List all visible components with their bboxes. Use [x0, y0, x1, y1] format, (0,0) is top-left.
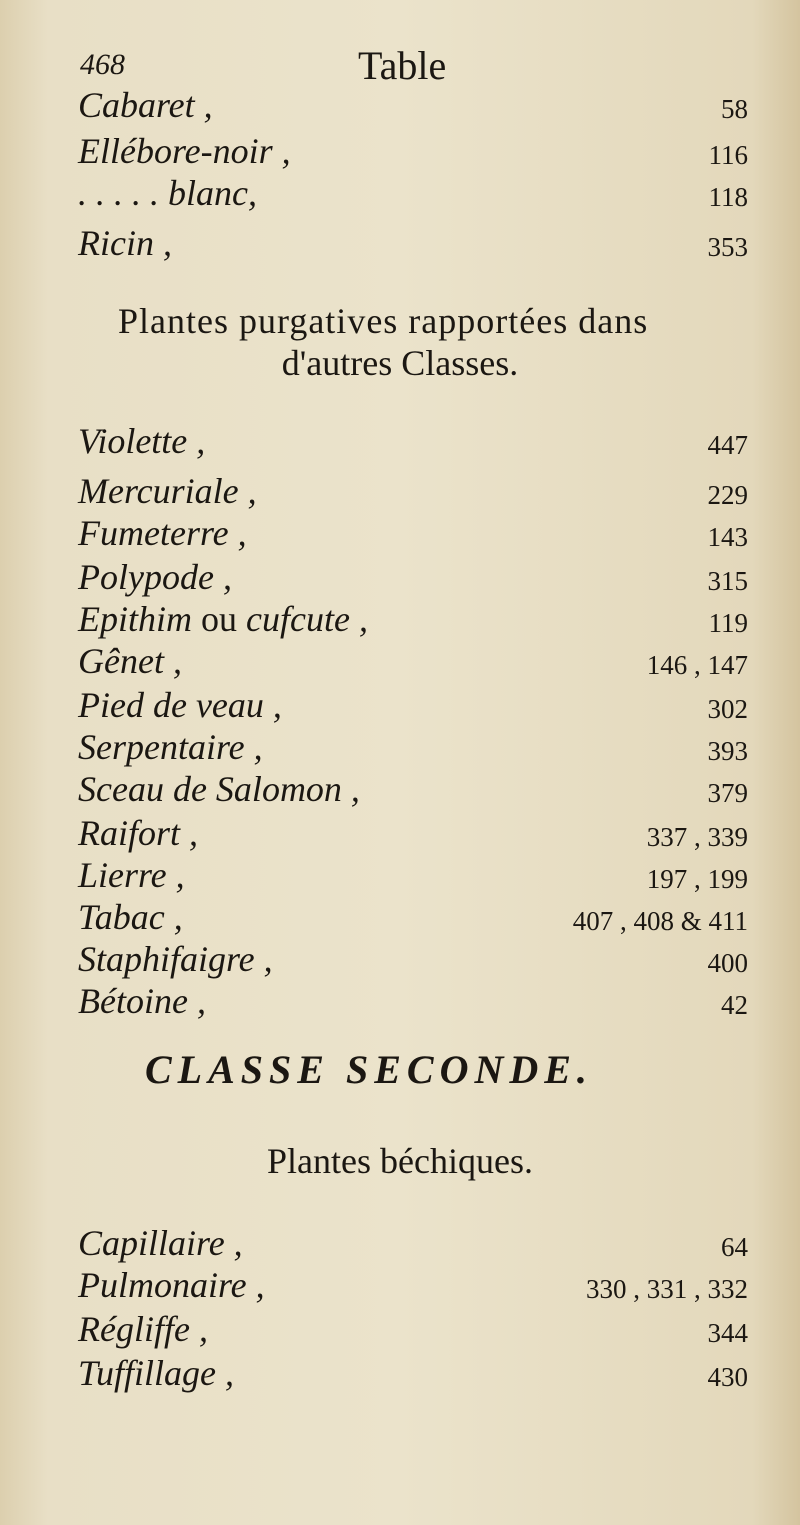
entry-pages: 143 [707, 522, 748, 552]
entry-pages: 337 , 339 [646, 822, 748, 852]
entry-pages: 116 [708, 140, 748, 170]
index-entry [78, 684, 748, 728]
index-entry [78, 938, 748, 982]
index-entry [78, 896, 748, 940]
entry-name: Ricin , [78, 223, 172, 263]
index-entry [78, 1352, 748, 1396]
entry-name: Bétoine , [78, 981, 206, 1021]
index-entry [78, 980, 748, 1024]
entry-name: Pulmonaire , [78, 1265, 265, 1305]
index-entry [78, 222, 748, 266]
entry-name: Raifort , [78, 813, 199, 853]
running-title: Table [358, 43, 447, 88]
entry-name: Serpentaire , [78, 727, 263, 767]
index-entry [78, 768, 748, 812]
entry-pages: 302 [707, 694, 748, 724]
entry-pages: 344 [707, 1318, 748, 1348]
index-entry [78, 598, 748, 642]
entry-name: Lierre , [78, 855, 185, 895]
entry-name: Fumeterre , [78, 513, 247, 553]
entry-pages: 407 , 408 & 411 [572, 906, 748, 936]
section-heading: Plantes purgatives rapportées dans [118, 301, 649, 341]
index-entry [78, 172, 748, 216]
entry-pages: 118 [708, 182, 748, 212]
index-entry [78, 84, 748, 128]
entry-name-part: cufcute , [246, 599, 368, 639]
index-entry [78, 130, 748, 174]
index-entry [78, 512, 748, 556]
section-heading-continued: d'autres Classes. [281, 343, 519, 383]
entry-name [78, 598, 368, 640]
entry-pages: 430 [707, 1362, 748, 1392]
entry-pages: 393 [707, 736, 748, 766]
entry-pages: 447 [707, 430, 748, 460]
entry-pages: 197 , 199 [646, 864, 748, 894]
index-entry [78, 726, 748, 770]
entry-name: . . . . . blanc, [78, 173, 257, 213]
entry-name: Ellébore-noir , [78, 131, 291, 171]
index-entry [78, 1222, 748, 1266]
entry-name-conjunction: ou [192, 599, 246, 639]
entry-pages: 42 [721, 990, 748, 1020]
entry-name: Polypode , [78, 557, 232, 597]
entry-pages: 315 [707, 566, 748, 596]
index-entry [78, 420, 748, 464]
entry-name: Pied de veau , [78, 685, 282, 725]
entry-pages: 146 , 147 [646, 650, 748, 680]
entry-name: Violette , [78, 421, 206, 461]
entry-name: Régliffe , [78, 1309, 208, 1349]
entry-name: Capillaire , [78, 1223, 243, 1263]
entry-pages: 64 [721, 1232, 748, 1262]
index-entry [78, 854, 748, 898]
index-entry [78, 556, 748, 600]
index-entry [78, 1308, 748, 1352]
entry-pages: 379 [707, 778, 748, 808]
index-entry [78, 812, 748, 856]
index-entry [78, 1264, 748, 1308]
entry-pages: 400 [707, 948, 748, 978]
index-entry [78, 640, 748, 684]
entry-pages: 353 [707, 232, 748, 262]
index-entry [78, 470, 748, 514]
entry-pages: 119 [708, 608, 748, 638]
entry-name: Sceau de Salomon , [78, 769, 360, 809]
section-subheading: Plantes béchiques. [267, 1141, 533, 1181]
entry-name: Mercuriale , [78, 471, 257, 511]
entry-name: Gênet , [78, 641, 182, 681]
entry-pages: 229 [707, 480, 748, 510]
page-number: 468 [80, 48, 125, 81]
entry-pages: 330 , 331 , 332 [586, 1274, 748, 1304]
entry-name: Cabaret , [78, 85, 213, 125]
entry-name: Tuffillage , [78, 1353, 235, 1393]
entry-name-part: Epithim [78, 599, 192, 639]
entry-pages: 58 [721, 94, 748, 124]
entry-name: Staphifaigre , [78, 939, 273, 979]
class-heading: CLASSE SECONDE. [145, 1047, 593, 1092]
entry-name: Tabac , [78, 897, 183, 937]
